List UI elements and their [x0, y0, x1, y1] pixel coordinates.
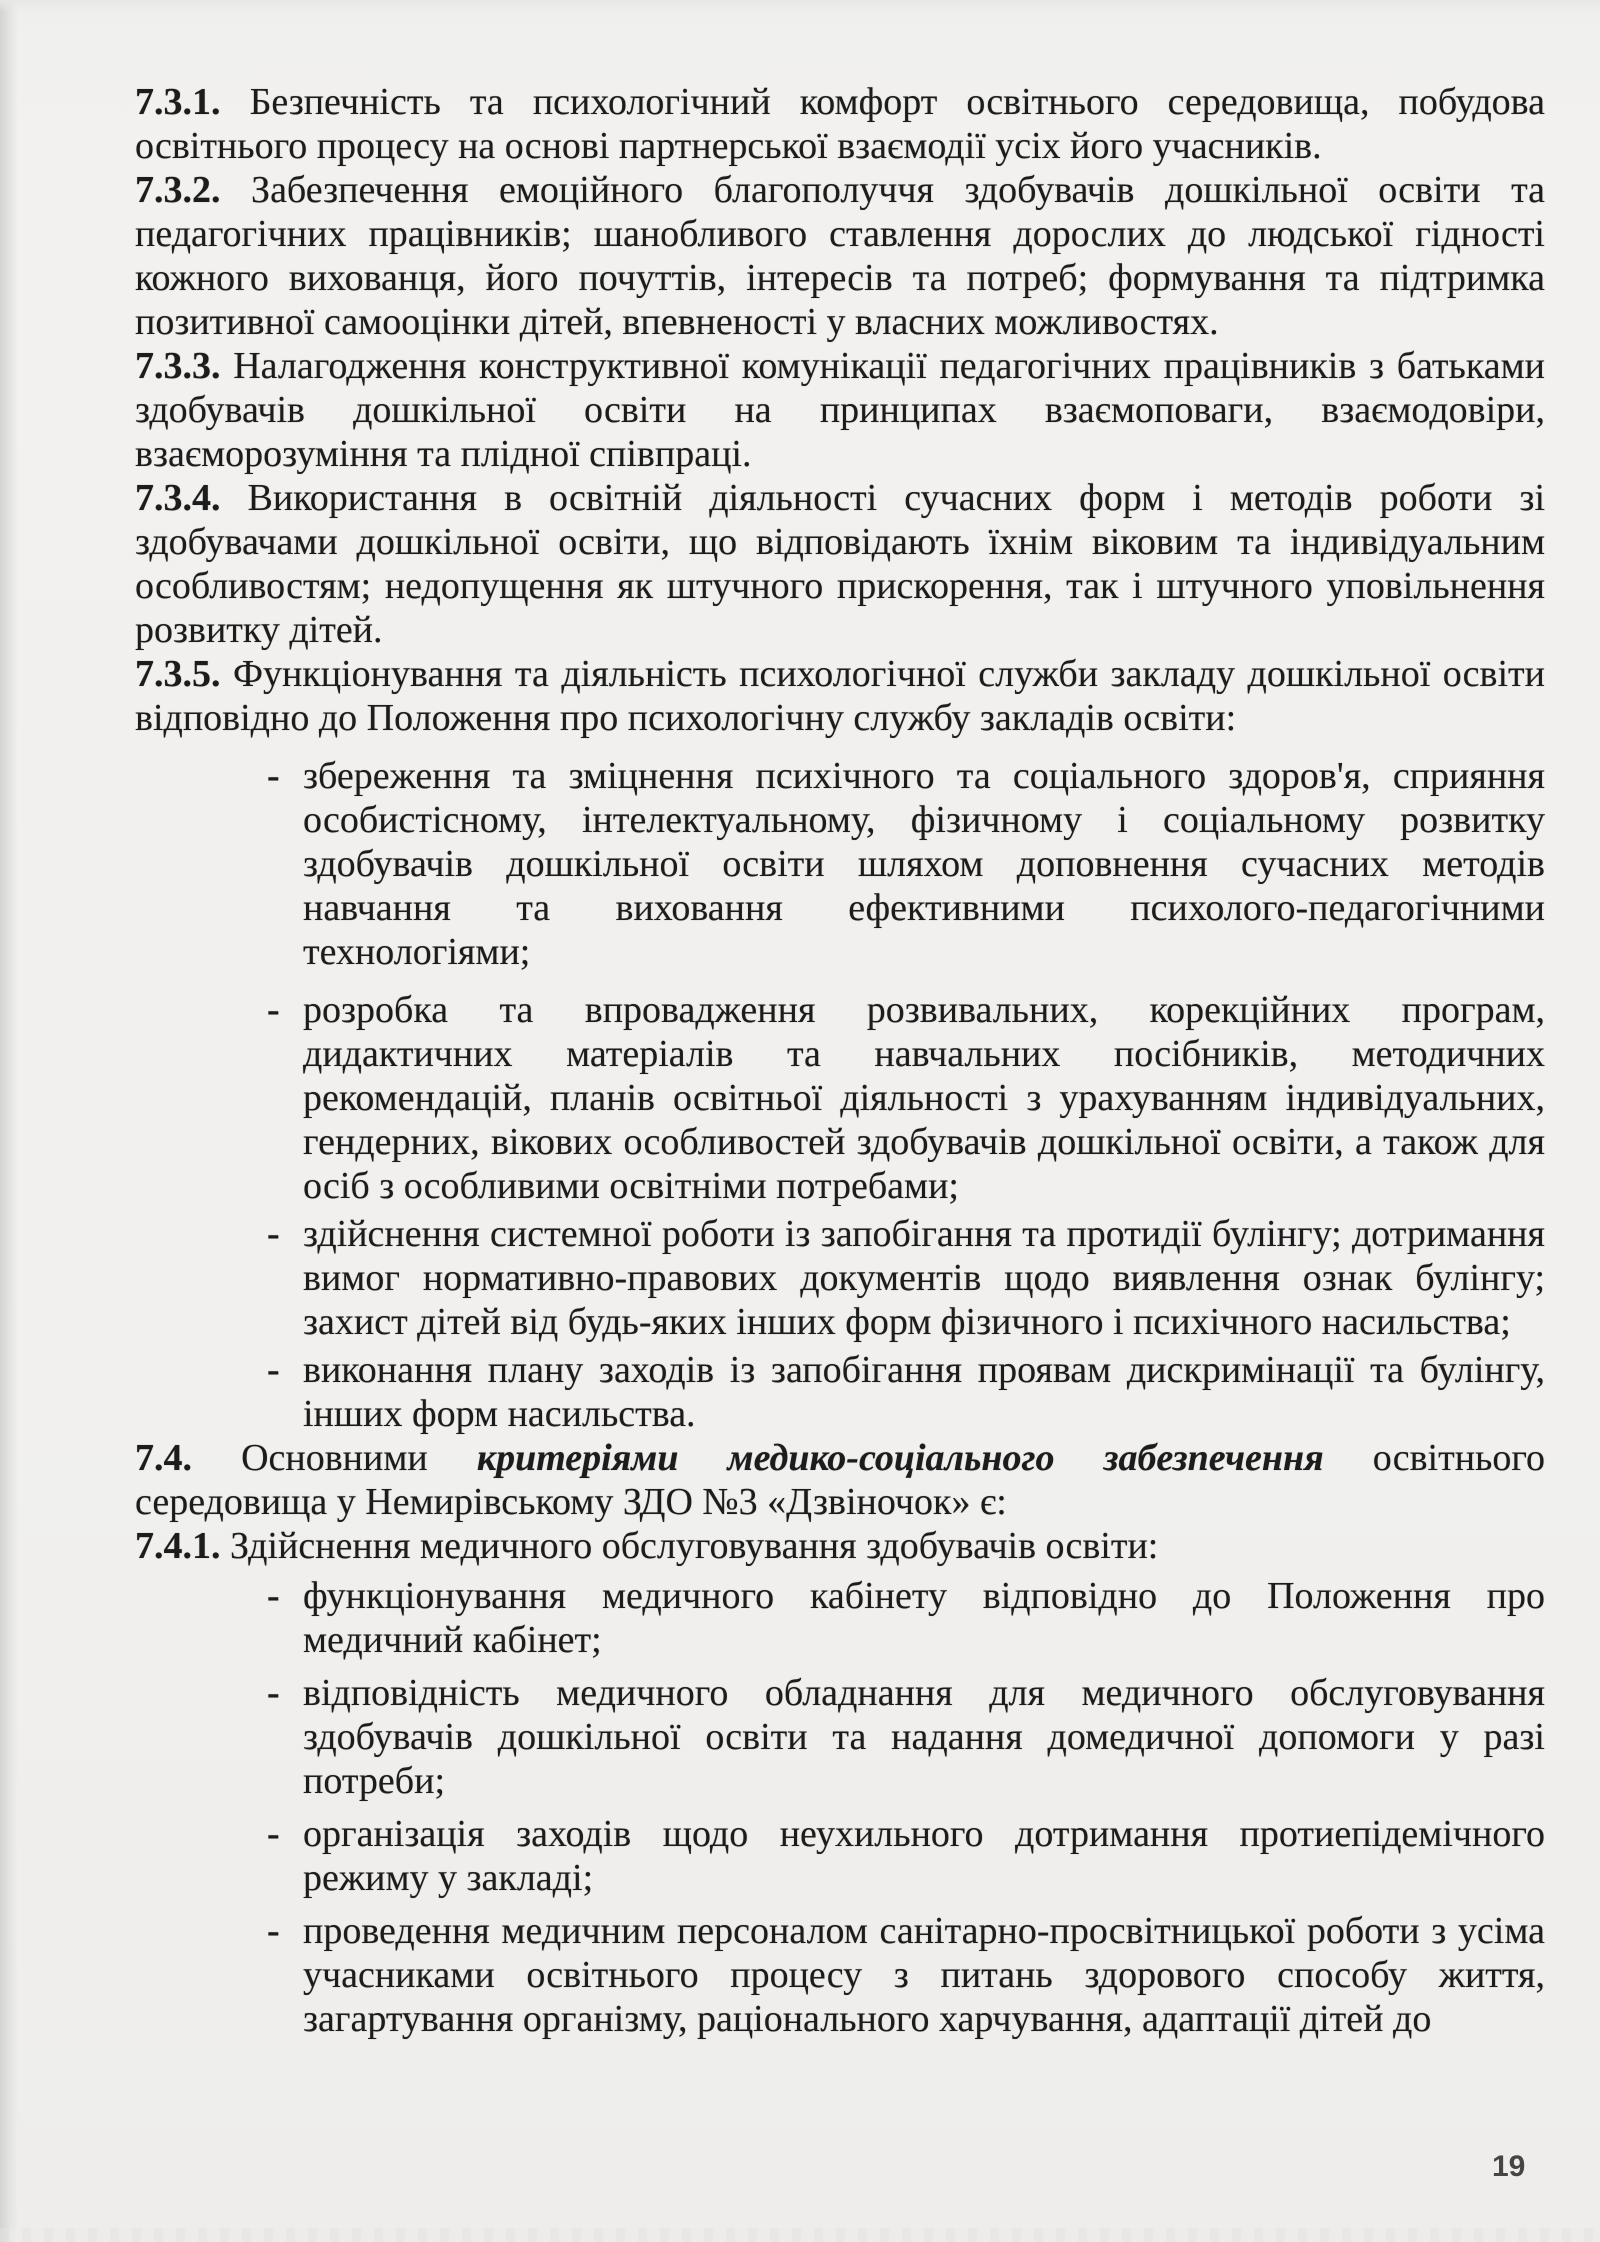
section-number: 7.4. — [135, 1437, 192, 1479]
paragraph-text: Використання в освітній діяльності сучасних форм і методів роботи зі здобувачами дошкільної освіти, що відповідають їхнім віковим та індивідуальним особливостям; недопущення як штучного прискорення, так і штучного уповільнення розвитку дітей. — [135, 477, 1546, 651]
scan-edge-top — [0, 0, 1600, 12]
emphasis-text: критеріями медико-соціального забезпечення — [476, 1437, 1324, 1479]
list-item — [267, 754, 1545, 974]
paragraph-text: Основними — [241, 1437, 428, 1479]
paragraph-text: Функціонування та діяльність психологічної служби закладу дошкільної освіти відповідно до Положення про психологічну службу закладів освіти: — [135, 653, 1545, 739]
list-item — [267, 1671, 1545, 1803]
dash-marker: - — [267, 1813, 280, 1855]
paragraph-7-3-4 — [135, 476, 1545, 652]
section-number: 7.3.5. — [135, 653, 221, 695]
list-item-text: збереження та зміцнення психічного та соціального здоров'я, сприяння особистісному, інтелектуальному, фізичному і соціальному розвитку здобувачів дошкільної освіти шляхом доповнення сучасних методів навчання та виховання ефективними психолого-педагогічними технологіями; — [303, 755, 1545, 973]
paragraph-7-3-2 — [135, 168, 1545, 344]
dash-marker: - — [267, 755, 280, 797]
dash-marker: - — [267, 989, 280, 1031]
section-number: 7.3.3. — [135, 345, 221, 387]
list-item-text: відповідність медичного обладнання для медичного обслуговування здобувачів дошкільної освіти та надання домедичної допомоги у разі потреби; — [303, 1672, 1545, 1802]
dash-marker: - — [267, 1213, 280, 1255]
section-number: 7.3.4. — [135, 477, 221, 519]
section-number: 7.3.1. — [135, 81, 221, 123]
bullet-list-psychological — [135, 754, 1545, 1436]
paragraph-text: Здійснення медичного обслуговування здобувачів освіти: — [230, 1525, 1159, 1567]
list-item-text: виконання плану заходів із запобігання проявам дискримінації та булінгу, інших форм насильства. — [303, 1349, 1545, 1435]
list-item-text: проведення медичним персоналом санітарно-просвітницької роботи з усіма учасниками освітнього процесу з питань здорового способу життя, загартування організму, раціонального харчування, адаптації дітей до — [303, 1910, 1545, 2040]
scan-edge-bottom — [0, 2228, 1600, 2242]
scan-edge-left — [0, 0, 18, 2242]
paragraph-text: Забезпечення емоційного благополуччя здобувачів дошкільної освіти та педагогічних працівників; шанобливого ставлення дорослих до людської гідності кожного вихованця, його почуттів, інтересів та потреб; формування та підтримка позитивної самооцінки дітей, впевненості у власних можливостях. — [135, 169, 1546, 343]
paragraph-7-3-5 — [135, 652, 1545, 740]
dash-marker: - — [267, 1575, 280, 1617]
section-number: 7.3.2. — [135, 169, 221, 211]
list-item-text: функціонування медичного кабінету відповідно до Положення про медичний кабінет; — [303, 1575, 1545, 1661]
section-number: 7.4.1. — [135, 1525, 221, 1567]
list-item — [267, 1574, 1545, 1662]
dash-marker: - — [267, 1910, 280, 1952]
page-number: 19 — [1492, 2150, 1526, 2183]
list-item-text: здійснення системної роботи із запобігання та протидії булінгу; дотримання вимог нормативно-правових документів щодо виявлення ознак булінгу; захист дітей від будь-яких інших форм фізичного і психічного насильства; — [303, 1213, 1545, 1343]
list-item-text: розробка та впровадження розвивальних, корекційних програм, дидактичних матеріалів та навчальних посібників, методичних рекомендацій, планів освітньої діяльності з урахуванням індивідуальних, гендерних, вікових особливостей здобувачів дошкільної освіти, а також для осіб з особливими освітніми потребами; — [303, 989, 1545, 1207]
list-item-text: організація заходів щодо неухильного дотримання протиепідемічного режиму у закладі; — [303, 1813, 1545, 1899]
list-item — [267, 1909, 1545, 2041]
list-item — [267, 1212, 1545, 1344]
paragraph-text: освітнього середовища у Немирівському ЗДО №3 «Дзвіночок» є: — [135, 1437, 1546, 1523]
dash-marker: - — [267, 1672, 280, 1714]
paragraph-7-4 — [135, 1436, 1545, 1524]
document-body — [135, 80, 1545, 2041]
list-item — [267, 1348, 1545, 1436]
paragraph-text: Безпечність та психологічний комфорт освітнього середовища, побудова освітнього процесу на основі партнерської взаємодії усіх його учасників. — [135, 81, 1545, 167]
paragraph-7-3-3 — [135, 344, 1545, 476]
list-item — [267, 1812, 1545, 1900]
paragraph-7-4-1 — [135, 1524, 1545, 1568]
bullet-list-medical — [135, 1574, 1545, 2041]
dash-marker: - — [267, 1349, 280, 1391]
paragraph-text: Налагодження конструктивної комунікації педагогічних працівників з батьками здобувачів дошкільної освіти на принципах взаємоповаги, взаємодовіри, взаєморозуміння та плідної співпраці. — [135, 345, 1546, 475]
paragraph-7-3-1 — [135, 80, 1545, 168]
list-item — [267, 988, 1545, 1208]
